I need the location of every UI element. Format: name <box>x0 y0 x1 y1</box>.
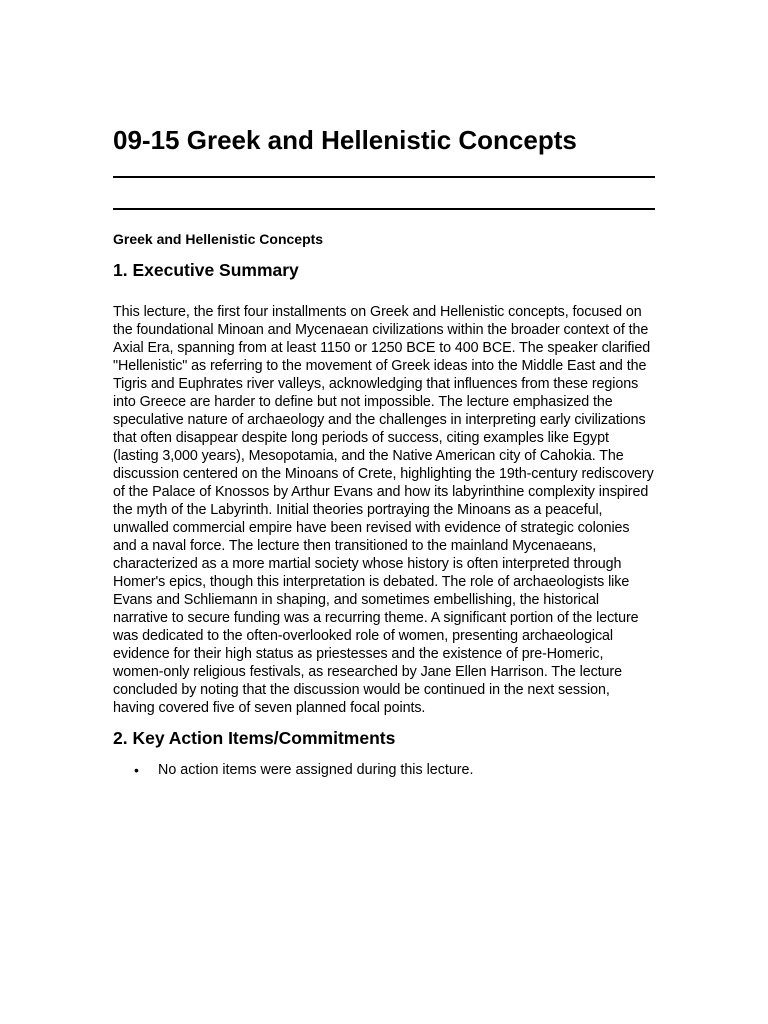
list-item-text: No action items were assigned during this lecture. <box>158 762 474 778</box>
executive-summary-paragraph: This lecture, the first four installments on Greek and Hellenistic concepts, focused on the foundational Minoan and Mycenaean civilizations within the broader context of the Axial Era, spanning from at least 1150 or 1250 BCE to 400 BCE. The speaker clarified "Hellenistic" as referring to the movement of Greek ideas into the Middle East and the Tigris and Euphrates river valleys, acknowledging that influences from these regions into Greece are harder to define but not impossible. The lecture emphasized the speculative nature of archaeology and the challenges in interpreting early civilizations that often disappear despite long periods of success, citing examples like Egypt (lasting 3,000 years), Mesopotamia, and the Native American city of Cahokia. The discussion centered on the Minoans of Crete, highlighting the 19th-century rediscovery of the Palace of Knossos by Arthur Evans and how its labyrinthine complexity inspired the myth of the Labyrinth. Initial theories portraying the Minoans as a peaceful, unwalled commercial empire have been revised with evidence of strategic colonies and a naval force. The lecture then transitioned to the mainland Mycenaeans, characterized as a more martial society whose history is often interpreted through Homer's epics, though this interpretation is debated. The role of archaeologists like Evans and Schliemann in shaping, and sometimes embellishing, the historical narrative to secure funding was a recurring theme. A significant portion of the lecture was dedicated to the often-overlooked role of women, presenting archaeological evidence for their high status as priestesses and the existence of pre-Homeric, women-only religious festivals, as researched by Jane Ellen Harrison. The lecture concluded by noting that the discussion would be continued in the next session, having covered five of seven planned focal points. <box>113 304 654 716</box>
list-item <box>113 761 655 779</box>
horizontal-rule-bottom <box>113 208 655 210</box>
bullet-icon: • <box>134 762 139 778</box>
document-page <box>113 118 655 779</box>
document-title: 09-15 Greek and Hellenistic Concepts <box>113 125 577 155</box>
action-items-list <box>113 761 655 779</box>
section-heading-executive-summary: 1. Executive Summary <box>113 260 299 280</box>
horizontal-rule-top <box>113 176 655 178</box>
document-subtitle: Greek and Hellenistic Concepts <box>113 231 324 247</box>
section-heading-action-items: 2. Key Action Items/Commitments <box>113 728 396 748</box>
